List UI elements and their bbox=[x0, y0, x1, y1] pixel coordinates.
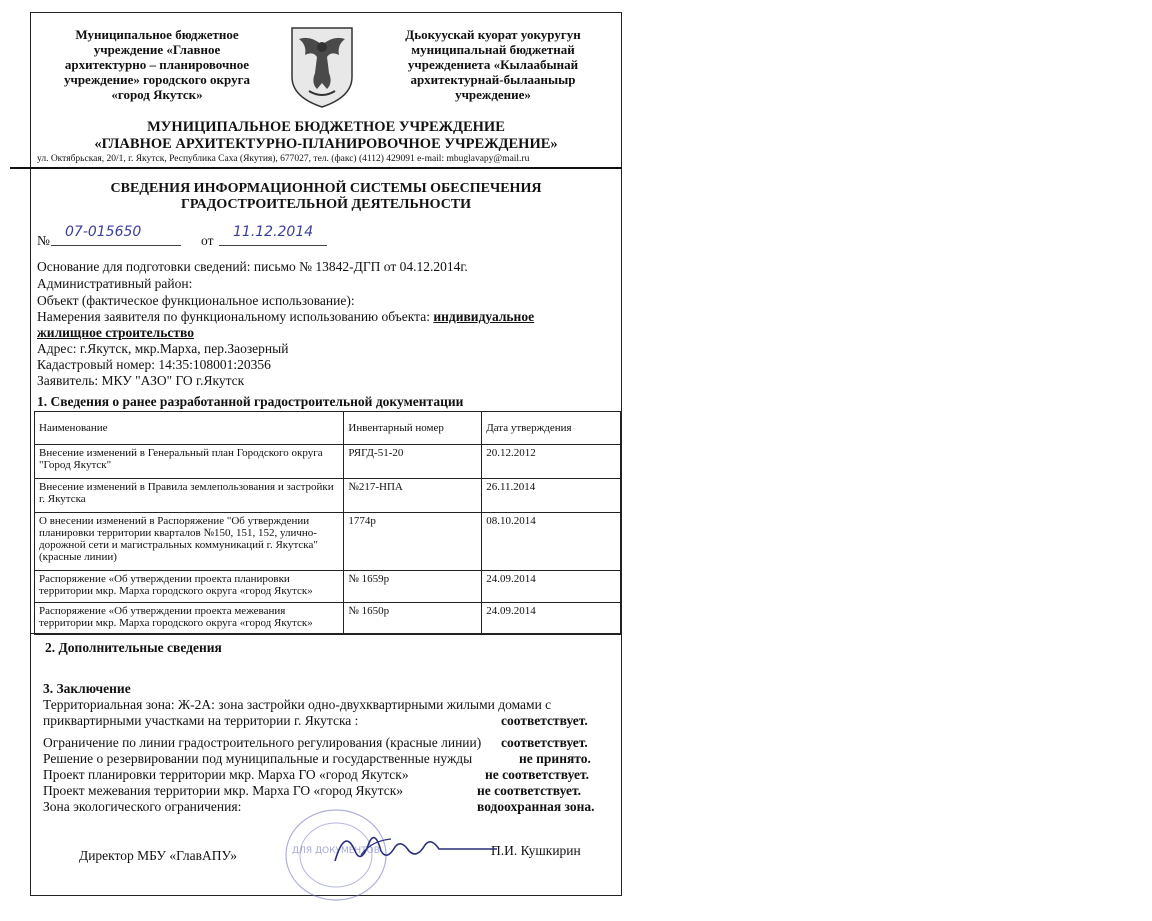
table-row bbox=[35, 479, 621, 513]
conclusion-item-result: водоохранная зона. bbox=[477, 799, 595, 814]
object-line: Объект (фактическое функциональное использование): bbox=[37, 293, 355, 308]
table-row bbox=[35, 445, 621, 479]
district-line: Административный район: bbox=[37, 276, 193, 291]
cell-inventory: 1774р bbox=[344, 513, 482, 571]
cell-date: 08.10.2014 bbox=[482, 513, 621, 571]
column-header-name: Наименование bbox=[35, 412, 344, 445]
conclusion-item-result: не принято. bbox=[519, 751, 591, 766]
date-prefix: от bbox=[201, 233, 214, 248]
header-left-org: Муниципальное бюджетное учреждение «Главное архитектурно – планировочное учреждение» городского округа «город Якутск» bbox=[64, 27, 250, 102]
cell-date: 20.12.2012 bbox=[482, 445, 621, 479]
number-value: 07-015650 bbox=[65, 224, 142, 240]
cell-name: Внесение изменений в Генеральный план Городского округа "Город Якутск" bbox=[35, 445, 344, 479]
zone-line-1: Территориальная зона: Ж-2А: зона застройки одно-двухквартирными жилыми домами с bbox=[43, 697, 552, 712]
cell-name: Распоряжение «Об утверждении проекта межевания территории мкр. Марха городского округа «город Якутск» bbox=[35, 603, 344, 635]
table-row bbox=[35, 603, 621, 635]
intent-value-1: индивидуальное bbox=[433, 309, 535, 324]
address-field: Адрес: г.Якутск, мкр.Марха, пер.Заозерный bbox=[37, 341, 289, 356]
address-line: ул. Октябрьская, 20/1, г. Якутск, Республика Саха (Якутия), 677027, тел. (факс) (4112) 429091 e-mail: mbuglavapy@mail.ru bbox=[37, 154, 530, 164]
cell-inventory: № 1650р bbox=[344, 603, 482, 635]
cell-inventory: РЯГД-51-20 bbox=[344, 445, 482, 479]
section2-title: 2. Дополнительные сведения bbox=[45, 640, 222, 655]
number-prefix: № bbox=[37, 233, 50, 248]
table-row bbox=[35, 513, 621, 571]
document-page bbox=[30, 12, 622, 896]
conclusion-item-label: Проект планировки территории мкр. Марха ГО «город Якутск» bbox=[43, 767, 409, 782]
section-divider bbox=[31, 633, 621, 634]
cell-date: 26.11.2014 bbox=[482, 479, 621, 513]
conclusion-item-label: Ограничение по линии градостроительного регулирования (красные линии) bbox=[43, 735, 482, 750]
column-header-inventory: Инвентарный номер bbox=[344, 412, 482, 445]
main-title: МУНИЦИПАЛЬНОЕ БЮДЖЕТНОЕ УЧРЕЖДЕНИЕ «ГЛАВНОЕ АРХИТЕКТУРНО-ПЛАНИРОВОЧНОЕ УЧРЕЖДЕНИЕ» bbox=[94, 119, 558, 152]
conclusion-item-result: соответствует. bbox=[501, 735, 588, 750]
cell-inventory: № 1659р bbox=[344, 571, 482, 603]
section1-title: 1. Сведения о ранее разработанной градостроительной документации bbox=[37, 394, 464, 409]
cell-name: О внесении изменений в Распоряжение "Об утверждении планировки территории кварталов №150, 151, 152, улично-дорожной сети и магистральных коммуникаций г. Якутска" (красные линии) bbox=[35, 513, 344, 571]
cell-inventory: №217-НПА bbox=[344, 479, 482, 513]
intent-line bbox=[37, 309, 534, 325]
intent-value-2: жилищное строительство bbox=[37, 325, 194, 340]
zone-result: соответствует. bbox=[501, 713, 588, 728]
applicant-field: Заявитель: МКУ "АЗО" ГО г.Якутск bbox=[37, 373, 245, 388]
cell-date: 24.09.2014 bbox=[482, 571, 621, 603]
handwritten-signature-icon bbox=[331, 821, 501, 871]
signatory-name: П.И. Кушкирин bbox=[491, 843, 581, 858]
basis-line: Основание для подготовки сведений: письмо № 13842-ДГП от 04.12.2014г. bbox=[37, 259, 468, 274]
cell-name: Внесение изменений в Правила землепользования и застройки г. Якутска bbox=[35, 479, 344, 513]
date-value: 11.12.2014 bbox=[233, 224, 314, 240]
conclusion-item-label: Решение о резервировании под муниципальные и государственные нужды bbox=[43, 751, 473, 766]
documentation-table bbox=[34, 411, 621, 635]
intent-label: Намерения заявителя по функциональному использованию объекта: bbox=[37, 309, 434, 324]
signatory-position: Директор МБУ «ГлавАПУ» bbox=[79, 848, 237, 863]
eagle-coat-of-arms-icon bbox=[289, 25, 355, 109]
header-rule bbox=[10, 167, 622, 169]
header-right-org: Дьокуускай куорат уокуругун муниципальнай бюджетнай учреждениета «Кылаабынай архитектурнай-былааныыр учреждение» bbox=[405, 27, 581, 102]
cell-name: Распоряжение «Об утверждении проекта планировки территории мкр. Марха городского округа «город Якутск» bbox=[35, 571, 344, 603]
conclusion-item-label: Проект межевания территории мкр. Марха ГО «город Якутск» bbox=[43, 783, 404, 798]
section3-title: 3. Заключение bbox=[43, 681, 131, 696]
conclusion-item-label: Зона экологического ограничения: bbox=[43, 799, 242, 814]
zone-line-2: приквартирными участками на территории г. Якутска : bbox=[43, 713, 359, 728]
conclusion-item-result: не соответствует. bbox=[477, 783, 581, 798]
doc-title: СВЕДЕНИЯ ИНФОРМАЦИОННОЙ СИСТЕМЫ ОБЕСПЕЧЕНИЯ ГРАДОСТРОИТЕЛЬНОЙ ДЕЯТЕЛЬНОСТИ bbox=[110, 181, 542, 212]
stamp-text: ДЛЯ ДОКУМЕНТОВ bbox=[292, 846, 380, 856]
cell-date: 24.09.2014 bbox=[482, 603, 621, 635]
conclusion-item-result: не соответствует. bbox=[485, 767, 589, 782]
table-header-row bbox=[35, 412, 621, 445]
table-row bbox=[35, 571, 621, 603]
column-header-date: Дата утверждения bbox=[482, 412, 621, 445]
cadastral-field: Кадастровый номер: 14:35:108001:20356 bbox=[37, 357, 271, 372]
